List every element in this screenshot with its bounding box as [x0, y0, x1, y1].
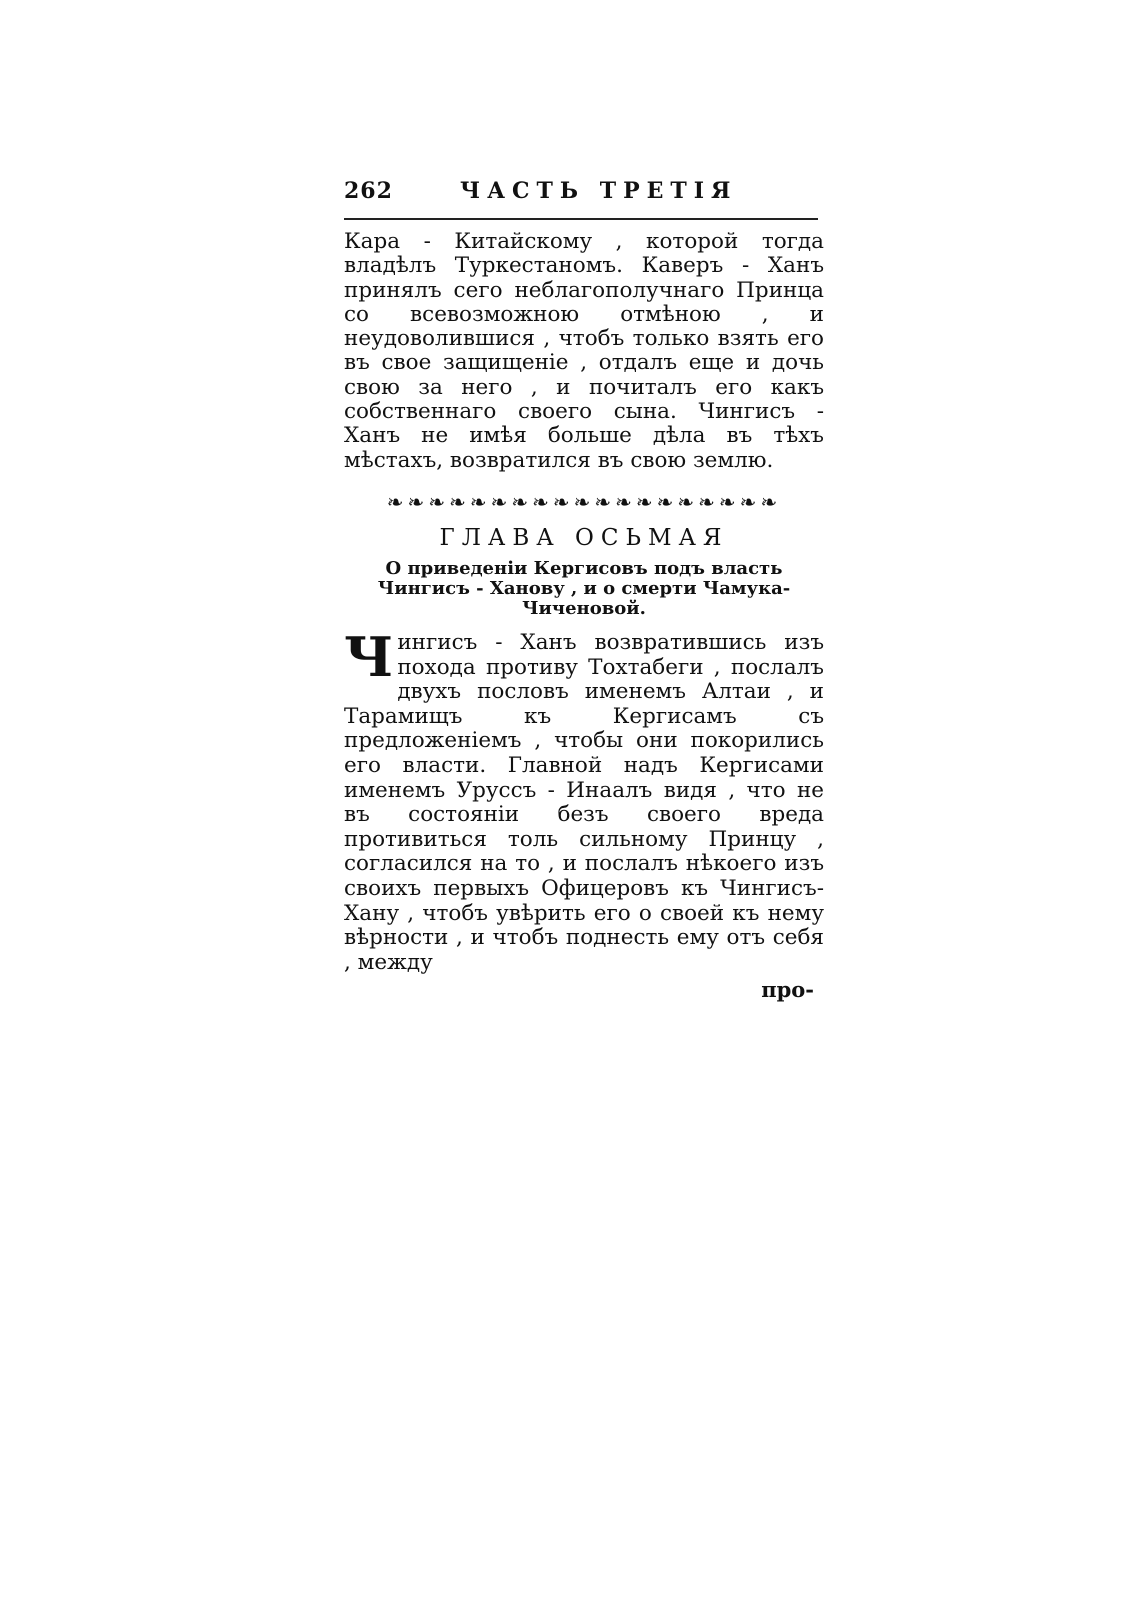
catchword: про-: [761, 977, 814, 1003]
chapter-body: [344, 624, 824, 975]
chapter-summary: О приведеніи Кергисовъ подъ власть Чингисъ - Ханову , и о смерти Чамука-Чиченовой.: [377, 557, 791, 619]
page-number: 262: [344, 178, 393, 204]
ornament-divider: ❧❧❧❧❧❧❧❧❧❧❧❧❧❧❧❧❧❧❧: [386, 490, 782, 513]
drop-initial: Ч: [344, 624, 394, 689]
continuation-paragraph: Кара - Китайскому , которой тогда владѣлъ Туркестаномъ. Каверъ - Ханъ принялъ сего неблагополучнаго Принца со всевозможною отмѣною , и неудоволившися , чтобъ только взять его въ свое защищеніе , отдалъ еще и дочь свою за него , и почиталъ его какъ собственнаго своего сына. Чингисъ - Ханъ не имѣя больше дѣла въ тѣхъ мѣстахъ, возвратился въ свою землю.: [344, 229, 824, 473]
continuation-block: [344, 230, 824, 473]
running-head: [344, 178, 824, 210]
chapter-paragraph-text: ингисъ - Ханъ возвратившись изъ похода противу Тохтабеги , послалъ двухъ пословъ именемъ Алтаи , и Тарамищъ къ Кергисамъ съ предложеніемъ , чтобы они покорились его власти. Главной надъ Кергисами именемъ Уруссъ - Инаалъ видя , что не въ состояніи безъ своего вреда противиться толь сильному Принцу , согласился на то , и послалъ нѣкоего изъ своихъ первыхъ Офицеровъ къ Чингисъ-Хану , чтобъ увѣрить его о своей къ нему вѣрности , и чтобъ поднесть ему отъ себя , между: [344, 629, 824, 975]
text-column: [344, 178, 824, 1002]
chapter-paragraph: [344, 624, 824, 975]
chapter-title: ГЛАВА ОСЬМАЯ: [439, 524, 729, 551]
running-title: ЧАСТЬ ТРЕТІЯ: [460, 178, 738, 204]
header-rule: [344, 218, 818, 220]
